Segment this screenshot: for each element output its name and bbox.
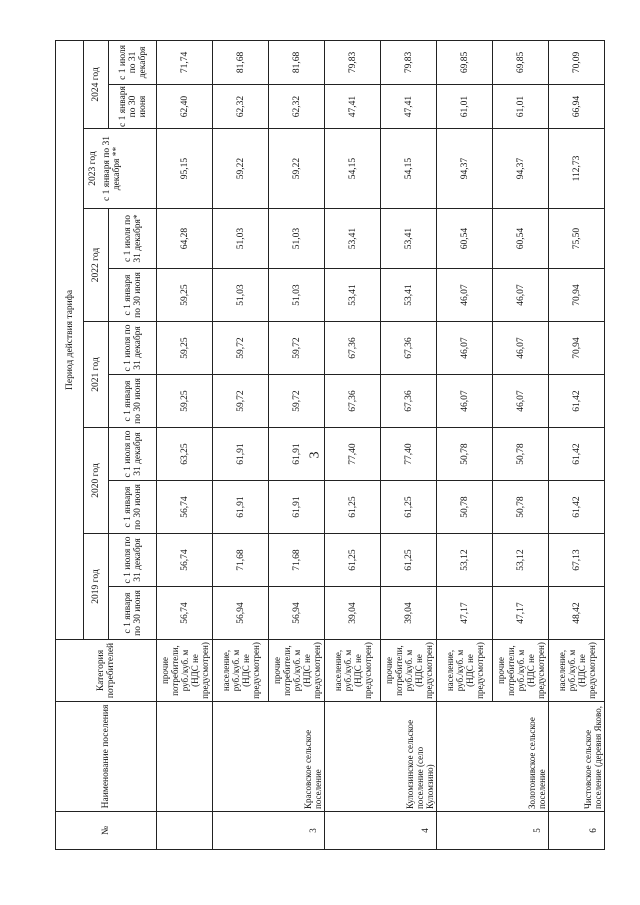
- settlement-name: Куломзинское сельское поселение (село Куломзино): [325, 702, 437, 812]
- tariff-value: 51,03: [269, 209, 325, 269]
- tariff-value: 47,17: [493, 587, 549, 640]
- tariff-value: 63,25: [157, 428, 213, 481]
- tariff-value: 61,91: [213, 481, 269, 534]
- consumer-category: прочие потребители, руб./куб. м (НДС не предусмотрен): [157, 640, 213, 702]
- tariff-value: 53,41: [381, 209, 437, 269]
- tariff-value: 94,37: [493, 129, 549, 209]
- tariff-value: 69,85: [493, 40, 549, 84]
- table-row: [213, 40, 269, 849]
- tariff-value: 61,91: [269, 428, 325, 481]
- header-tariff-period: Период действия тарифа: [56, 40, 84, 639]
- tariff-value: 81,68: [213, 40, 269, 84]
- tariff-value: 56,74: [157, 481, 213, 534]
- tariff-value: 56,74: [157, 587, 213, 640]
- header-subperiod: с 1 января по 30 июня: [109, 375, 157, 428]
- header-subperiod: с 1 июля по 31 декабря: [109, 322, 157, 375]
- settlement-name: Золотонивское сельское поселение: [437, 702, 549, 812]
- row-number: 6: [549, 812, 605, 850]
- tariff-value: 61,01: [437, 85, 493, 129]
- tariff-value: 46,07: [493, 269, 549, 322]
- tariff-value: 53,41: [325, 209, 381, 269]
- table-row: [549, 40, 605, 849]
- tariff-value: 75,50: [549, 209, 605, 269]
- tariff-value: 95,15: [157, 129, 213, 209]
- tariff-value: 59,25: [157, 322, 213, 375]
- header-settlement-name: Наименование поселения: [56, 702, 157, 812]
- header-consumer-category: Категория потребителей: [56, 640, 157, 702]
- header-year: 2019 год: [84, 534, 109, 640]
- consumer-category: прочие потребители, руб./куб. м (НДС не предусмотрен): [269, 640, 325, 702]
- tariff-value: 53,12: [493, 534, 549, 587]
- header-year: [84, 129, 157, 209]
- consumer-category: население, руб./куб. м (НДС не предусмотрен): [325, 640, 381, 702]
- table-row: [437, 40, 493, 849]
- tariff-value: 62,40: [157, 85, 213, 129]
- tariff-value: 81,68: [269, 40, 325, 84]
- page-number: 3: [307, 451, 323, 459]
- row-number: 4: [325, 812, 437, 850]
- tariff-value: 50,78: [437, 481, 493, 534]
- tariff-value: 50,78: [493, 428, 549, 481]
- tariff-value: 56,74: [157, 534, 213, 587]
- tariff-value: 50,78: [437, 428, 493, 481]
- tariff-value: 46,07: [493, 375, 549, 428]
- tariff-value: 47,41: [381, 85, 437, 129]
- rotated-table-container: [55, 45, 603, 850]
- header-year: 2020 год: [84, 428, 109, 534]
- tariff-value: 47,41: [325, 85, 381, 129]
- table-row: [325, 40, 381, 849]
- tariff-value: 59,72: [269, 322, 325, 375]
- tariff-value: 39,04: [381, 587, 437, 640]
- tariff-table: [55, 40, 605, 850]
- tariff-value: 67,36: [325, 322, 381, 375]
- tariff-value: 56,94: [213, 587, 269, 640]
- tariff-value: 61,25: [325, 534, 381, 587]
- tariff-value: 50,78: [493, 481, 549, 534]
- tariff-value: 61,25: [381, 534, 437, 587]
- tariff-value: 53,41: [381, 269, 437, 322]
- row-number: 5: [437, 812, 549, 850]
- row-number: [157, 812, 213, 850]
- settlement-name: Красовское сельское поселение: [213, 702, 325, 812]
- tariff-value: 66,94: [549, 85, 605, 129]
- tariff-value: 71,74: [157, 40, 213, 84]
- tariff-value: 112,73: [549, 129, 605, 209]
- tariff-value: 77,40: [381, 428, 437, 481]
- tariff-value: 61,01: [493, 85, 549, 129]
- header-subperiod: с 1 июля по 31 декабря*: [109, 209, 157, 269]
- header-subperiod: с 1 июля по 31 декабря: [109, 40, 157, 84]
- tariff-value: 51,03: [269, 269, 325, 322]
- tariff-value: 51,03: [213, 209, 269, 269]
- tariff-value: 69,85: [437, 40, 493, 84]
- tariff-value: 59,72: [213, 375, 269, 428]
- header-subperiod: с 1 января по 30 июня: [109, 269, 157, 322]
- tariff-value: 59,25: [157, 375, 213, 428]
- tariff-value: 79,83: [325, 40, 381, 84]
- tariff-value: 53,12: [437, 534, 493, 587]
- tariff-value: 46,07: [437, 322, 493, 375]
- tariff-value: 61,42: [549, 481, 605, 534]
- tariff-value: 70,94: [549, 269, 605, 322]
- header-year: 2021 год: [84, 322, 109, 428]
- tariff-value: 39,04: [325, 587, 381, 640]
- tariff-value: 59,72: [269, 375, 325, 428]
- tariff-value: 47,17: [437, 587, 493, 640]
- consumer-category: население, руб./куб. м (НДС не предусмотрен): [437, 640, 493, 702]
- header-year: 2024 год: [84, 40, 109, 128]
- tariff-value: 46,07: [437, 375, 493, 428]
- table-row: [157, 40, 213, 849]
- header-year: 2022 год: [84, 209, 109, 322]
- consumer-category: прочие потребители, руб./куб. м (НДС не предусмотрен): [381, 640, 437, 702]
- tariff-value: 59,72: [213, 322, 269, 375]
- consumer-category: прочие потребители, руб./куб. м (НДС не предусмотрен): [493, 640, 549, 702]
- tariff-value: 53,41: [325, 269, 381, 322]
- tariff-value: 61,42: [549, 375, 605, 428]
- consumer-category: население, руб./куб. м (НДС не предусмотрен): [549, 640, 605, 702]
- tariff-value: 60,54: [437, 209, 493, 269]
- tariff-value: 54,15: [381, 129, 437, 209]
- tariff-value: 51,03: [213, 269, 269, 322]
- header-subperiod: с 1 июля по 31 декабря: [109, 428, 157, 481]
- tariff-value: 54,15: [325, 129, 381, 209]
- tariff-value: 67,13: [549, 534, 605, 587]
- tariff-value: 71,68: [269, 534, 325, 587]
- row-number: 3: [213, 812, 325, 850]
- tariff-value: 61,42: [549, 428, 605, 481]
- header-subperiod: с 1 января по 30 июня: [109, 85, 157, 129]
- tariff-value: 70,94: [549, 322, 605, 375]
- settlement-name: [157, 702, 213, 812]
- tariff-value: 48,42: [549, 587, 605, 640]
- header-year-label: 2023 год: [88, 151, 98, 186]
- tariff-value: 59,22: [269, 129, 325, 209]
- header-row-period: [56, 40, 84, 849]
- header-subperiod: с 1 января по 31 декабря **: [102, 136, 122, 201]
- tariff-value: 60,54: [493, 209, 549, 269]
- tariff-value: 94,37: [437, 129, 493, 209]
- tariff-value: 62,32: [213, 85, 269, 129]
- header-subperiod: с 1 июля по 31 декабря: [109, 534, 157, 587]
- tariff-value: 61,25: [381, 481, 437, 534]
- tariff-value: 77,40: [325, 428, 381, 481]
- tariff-value: 79,83: [381, 40, 437, 84]
- settlement-name: Чистовское сельское поселение (деревня Яковo,: [549, 702, 605, 812]
- tariff-value: 46,07: [437, 269, 493, 322]
- tariff-value: 71,68: [213, 534, 269, 587]
- tariff-value: 61,91: [213, 428, 269, 481]
- tariff-value: 61,91: [269, 481, 325, 534]
- tariff-value: 59,25: [157, 269, 213, 322]
- header-subperiod: с 1 января по 30 июня: [109, 481, 157, 534]
- tariff-value: 64,28: [157, 209, 213, 269]
- tariff-value: 59,22: [213, 129, 269, 209]
- tariff-value: 61,25: [325, 481, 381, 534]
- header-subperiod: с 1 января по 30 июня: [109, 587, 157, 640]
- tariff-value: 67,36: [381, 322, 437, 375]
- tariff-value: 62,32: [269, 85, 325, 129]
- header-number: №: [56, 812, 157, 850]
- tariff-value: 67,36: [325, 375, 381, 428]
- tariff-value: 70,09: [549, 40, 605, 84]
- tariff-value: 56,94: [269, 587, 325, 640]
- tariff-value: 46,07: [493, 322, 549, 375]
- tariff-value: 67,36: [381, 375, 437, 428]
- consumer-category: население, руб./куб. м (НДС не предусмотрен): [213, 640, 269, 702]
